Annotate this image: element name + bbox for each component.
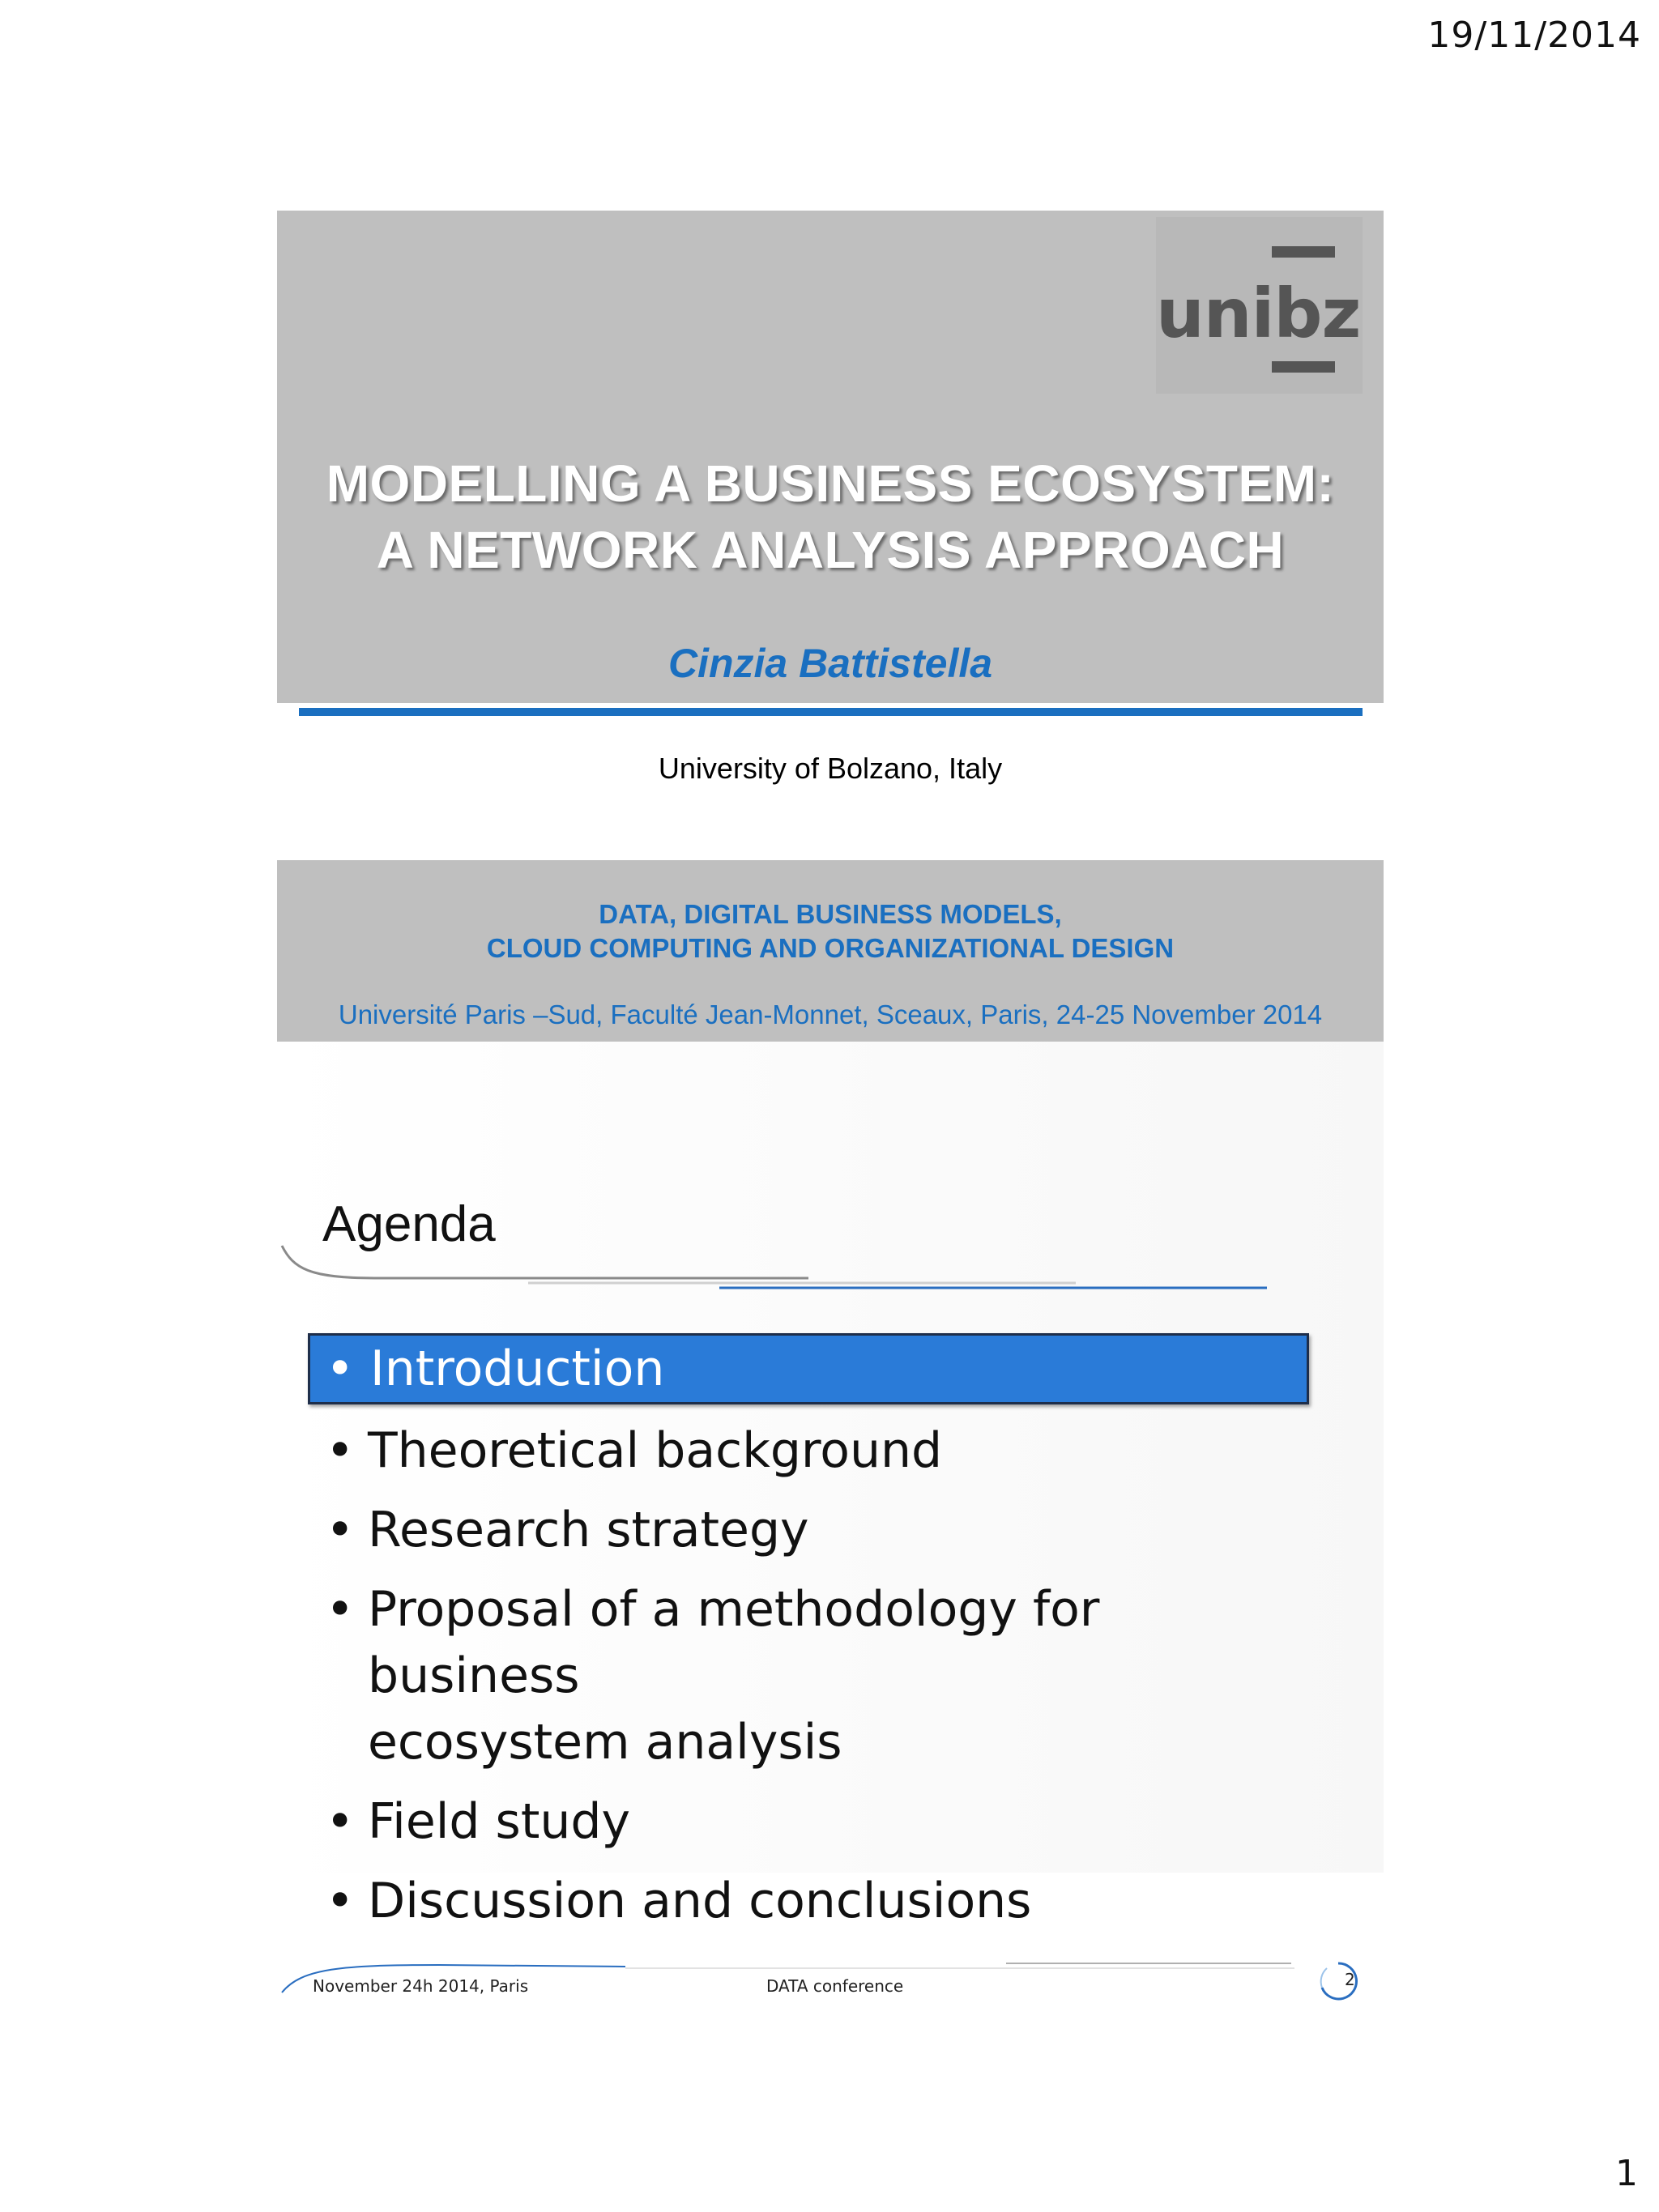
slide-number: 2 [1345,1970,1355,1989]
slide-title: Agenda [322,1196,496,1252]
presentation-title [277,450,1384,583]
agenda-item-field-study [308,1788,1312,1855]
bullet-icon: • [326,1873,355,1929]
agenda-item-label: Field study [368,1793,630,1850]
agenda-slide [277,1042,1384,1929]
bullet-icon: • [326,1581,355,1638]
title-divider [299,708,1363,716]
conference-name-line-1: DATA, DIGITAL BUSINESS MODELS, [599,899,1062,929]
agenda-item-label: Discussion and conclusions [368,1873,1032,1929]
title-slide [277,211,1384,1042]
agenda-item-research-strategy [308,1497,1312,1563]
agenda-item-discussion-conclusions [308,1868,1312,1934]
title-line-2: A NETWORK ANALYSIS APPROACH [376,521,1285,579]
agenda-item-label: Introduction [370,1340,665,1397]
author-name: Cinzia Battistella [667,641,993,686]
agenda-item-methodology-proposal [308,1576,1312,1775]
unibz-logo [1156,217,1363,394]
agenda-item-label: Research strategy [368,1502,809,1558]
bullet-icon: • [326,1502,355,1558]
page-number: 1 [1615,2153,1638,2194]
logo-bar-bottom [1272,361,1335,373]
footer-date: November 24h 2014, Paris [313,1976,529,1996]
agenda-list [308,1333,1312,1947]
conference-block [277,860,1384,1042]
author-affiliation: University of Bolzano, Italy [658,752,1003,785]
agenda-item-introduction [308,1333,1309,1404]
page-date: 19/11/2014 [1427,15,1641,56]
conference-name-line-2: CLOUD COMPUTING AND ORGANIZATIONAL DESIGN [486,933,1175,963]
bullet-icon: • [326,1340,355,1397]
bullet-icon: • [326,1422,355,1479]
logo-text: unibz [1156,274,1361,353]
footer-event: DATA conference [766,1976,904,1996]
agenda-item-label-continued: ecosystem analysis [368,1714,842,1771]
agenda-item-theoretical-background [308,1417,1312,1484]
conference-venue: Université Paris –Sud, Faculté Jean-Monnet, Sceaux, Paris, 24-25 November 2014 [338,999,1323,1029]
logo-bar-top [1272,246,1335,258]
title-block [277,211,1384,703]
bullet-icon: • [326,1793,355,1850]
agenda-item-label: Proposal of a methodology for business [368,1581,1100,1704]
agenda-item-label: Theoretical background [368,1422,943,1479]
title-line-1: MODELLING A BUSINESS ECOSYSTEM: [326,454,1335,513]
